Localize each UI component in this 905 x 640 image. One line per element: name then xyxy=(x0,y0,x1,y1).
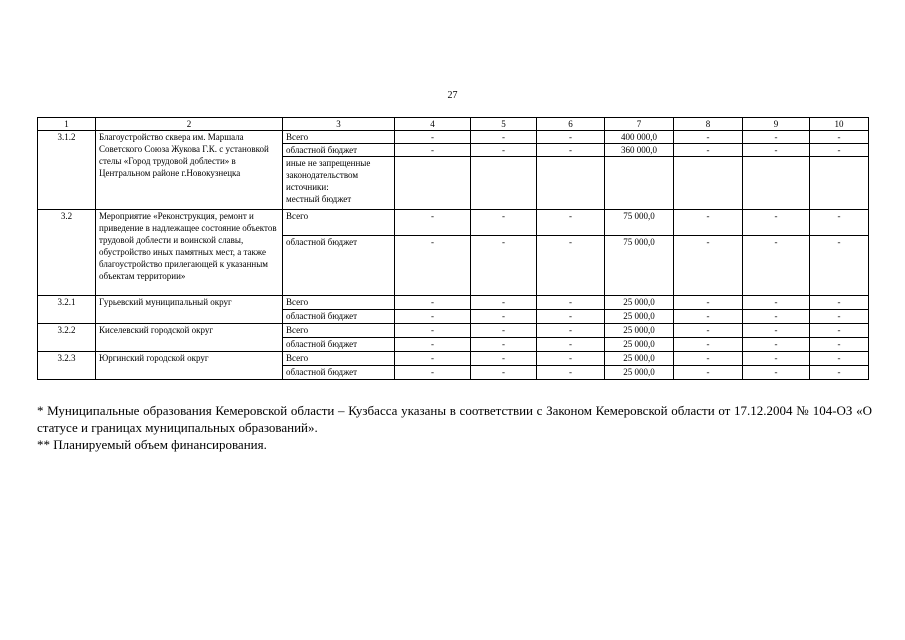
table-row xyxy=(38,352,869,366)
value-cell: - xyxy=(537,338,605,352)
value-cell: - xyxy=(810,144,869,157)
column-number: 4 xyxy=(395,118,471,131)
value-cell: - xyxy=(395,210,471,236)
value-cell: - xyxy=(395,338,471,352)
value-cell: - xyxy=(395,352,471,366)
amount-cell: 25 000,0 xyxy=(605,338,674,352)
funding-source-multi xyxy=(283,157,395,210)
item-name: Гурьевский муниципальный округ xyxy=(96,296,283,324)
value-cell: - xyxy=(810,236,869,296)
value-cell xyxy=(810,157,869,210)
value-cell: - xyxy=(674,366,743,380)
value-cell: - xyxy=(743,210,810,236)
value-cell: - xyxy=(743,324,810,338)
value-cell xyxy=(743,157,810,210)
value-cell: - xyxy=(537,210,605,236)
value-cell: - xyxy=(537,144,605,157)
value-cell: - xyxy=(674,144,743,157)
value-cell: - xyxy=(537,366,605,380)
column-number: 10 xyxy=(810,118,869,131)
column-number: 8 xyxy=(674,118,743,131)
value-cell: - xyxy=(674,210,743,236)
item-code: 3.2.2 xyxy=(38,324,96,352)
value-cell: - xyxy=(743,296,810,310)
value-cell: - xyxy=(743,310,810,324)
column-number: 1 xyxy=(38,118,96,131)
table-row xyxy=(38,324,869,338)
amount-cell: 400 000,0 xyxy=(605,131,674,144)
value-cell: - xyxy=(537,324,605,338)
financing-table xyxy=(37,117,869,380)
table-row xyxy=(38,210,869,236)
item-code: 3.2.3 xyxy=(38,352,96,380)
value-cell: - xyxy=(810,310,869,324)
funding-source: областной бюджет xyxy=(283,144,395,157)
value-cell: - xyxy=(743,144,810,157)
column-number: 6 xyxy=(537,118,605,131)
value-cell: - xyxy=(743,131,810,144)
value-cell: - xyxy=(743,338,810,352)
funding-source: иные не запрещенные законодательством источники: xyxy=(286,158,371,192)
funding-source: Всего xyxy=(283,296,395,310)
value-cell: - xyxy=(743,366,810,380)
value-cell: - xyxy=(674,324,743,338)
value-cell: - xyxy=(395,296,471,310)
table-row xyxy=(38,131,869,144)
value-cell: - xyxy=(471,236,537,296)
value-cell: - xyxy=(395,236,471,296)
amount-cell: 75 000,0 xyxy=(605,236,674,296)
column-number: 9 xyxy=(743,118,810,131)
funding-source: местный бюджет xyxy=(286,194,352,204)
item-code: 3.1.2 xyxy=(38,131,96,210)
value-cell: - xyxy=(537,131,605,144)
value-cell: - xyxy=(471,352,537,366)
value-cell: - xyxy=(537,236,605,296)
column-number-row xyxy=(38,118,869,131)
funding-source: областной бюджет xyxy=(283,310,395,324)
funding-source: Всего xyxy=(283,131,395,144)
column-number: 5 xyxy=(471,118,537,131)
value-cell xyxy=(395,157,471,210)
value-cell: - xyxy=(537,310,605,324)
value-cell xyxy=(537,157,605,210)
value-cell: - xyxy=(810,324,869,338)
funding-source: Всего xyxy=(283,210,395,236)
column-number: 7 xyxy=(605,118,674,131)
value-cell: - xyxy=(395,324,471,338)
amount-cell: 25 000,0 xyxy=(605,366,674,380)
item-code: 3.2.1 xyxy=(38,296,96,324)
item-name: Благоустройство сквера им. Маршала Советского Союза Жукова Г.К. с установкой стелы «Город трудовой доблести» в Центральном районе г.Новокузнецка xyxy=(96,131,283,210)
footnote-municipalities: * Муниципальные образования Кемеровской области – Кузбасса указаны в соответствии с Законом Кемеровской области от 17.12.2004 № 104-ОЗ «О статусе и границах муниципальных образований». xyxy=(37,403,872,435)
value-cell: - xyxy=(471,144,537,157)
item-name: Киселевский городской округ xyxy=(96,324,283,352)
value-cell: - xyxy=(810,338,869,352)
amount-cell: 25 000,0 xyxy=(605,310,674,324)
value-cell: - xyxy=(471,324,537,338)
footnote-planned-financing: ** Планируемый объем финансирования. xyxy=(37,437,267,452)
value-cell: - xyxy=(395,366,471,380)
value-cell: - xyxy=(674,310,743,324)
funding-source: областной бюджет xyxy=(283,236,395,296)
column-number: 2 xyxy=(96,118,283,131)
value-cell: - xyxy=(810,352,869,366)
value-cell: - xyxy=(471,210,537,236)
item-name: Мероприятие «Реконструкция, ремонт и приведение в надлежащее состояние объектов трудовой доблести и воинской славы, обустройство иных памятных мест, а также благоустройство прилегающей к указанным объектам территории» xyxy=(96,210,283,296)
value-cell: - xyxy=(471,131,537,144)
value-cell: - xyxy=(674,338,743,352)
value-cell xyxy=(674,157,743,210)
value-cell: - xyxy=(471,296,537,310)
value-cell: - xyxy=(395,144,471,157)
value-cell: - xyxy=(674,296,743,310)
value-cell: - xyxy=(743,352,810,366)
footnotes xyxy=(37,402,872,453)
value-cell: - xyxy=(471,310,537,324)
funding-source: Всего xyxy=(283,352,395,366)
value-cell: - xyxy=(810,210,869,236)
value-cell: - xyxy=(471,338,537,352)
table-row xyxy=(38,296,869,310)
value-cell: - xyxy=(674,352,743,366)
value-cell xyxy=(471,157,537,210)
amount-cell: 360 000,0 xyxy=(605,144,674,157)
amount-cell: 25 000,0 xyxy=(605,324,674,338)
amount-cell: 75 000,0 xyxy=(605,210,674,236)
value-cell: - xyxy=(674,131,743,144)
value-cell: - xyxy=(674,236,743,296)
value-cell: - xyxy=(395,131,471,144)
value-cell: - xyxy=(537,352,605,366)
value-cell: - xyxy=(810,366,869,380)
amount-cell: 25 000,0 xyxy=(605,352,674,366)
value-cell: - xyxy=(810,131,869,144)
value-cell: - xyxy=(537,296,605,310)
value-cell: - xyxy=(471,366,537,380)
value-cell: - xyxy=(743,236,810,296)
value-cell: - xyxy=(810,296,869,310)
amount-cell: 25 000,0 xyxy=(605,296,674,310)
column-number: 3 xyxy=(283,118,395,131)
item-name: Юргинский городской округ xyxy=(96,352,283,380)
funding-source: Всего xyxy=(283,324,395,338)
amount-cell xyxy=(605,157,674,210)
page-number: 27 xyxy=(447,90,458,101)
funding-source: областной бюджет xyxy=(283,366,395,380)
value-cell: - xyxy=(395,310,471,324)
funding-source: областной бюджет xyxy=(283,338,395,352)
item-code: 3.2 xyxy=(38,210,96,296)
